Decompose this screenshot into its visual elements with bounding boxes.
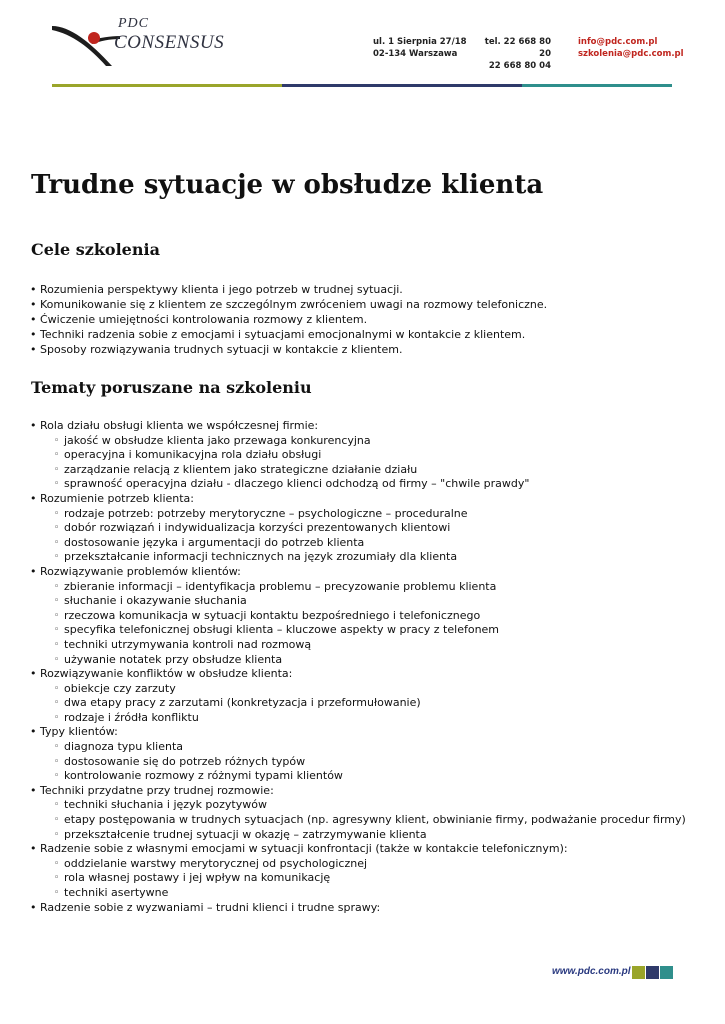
page-title: Trudne sytuacje w obsłudze klienta: [31, 170, 544, 200]
subtopic-item: ◦ rola własnej postawy i jej wpływ na komunikację: [54, 871, 686, 886]
email-training-link[interactable]: szkolenia@pdc.com.pl: [578, 49, 684, 59]
subtopic-item: ◦ rodzaje potrzeb: potrzeby merytoryczne – psychologiczne – proceduralne: [54, 507, 686, 522]
address-line-2: 02-134 Warszawa: [373, 49, 458, 59]
footer-color-square: [646, 966, 659, 979]
phone-line-1: tel. 22 668 80 20: [484, 37, 551, 59]
list-item: • Sposoby rozwiązywania trudnych sytuacji w kontakcie z klientem.: [30, 342, 547, 357]
topic-item: [30, 901, 686, 916]
subtopic-item: ◦ zbieranie informacji – identyfikacja problemu – precyzowanie problemu klienta: [54, 580, 686, 595]
list-item: • Techniki radzenia sobie z emocjami i sytuacjami emocjonalnymi w kontakcie z klientem.: [30, 327, 547, 342]
subtopic-item: ◦ dwa etapy pracy z zarzutami (konkretyzacja i przeformułowanie): [54, 696, 686, 711]
topic-label: Rozumienie potrzeb klienta:: [40, 491, 195, 505]
subtopic-item: ◦ rzeczowa komunikacja w sytuacji kontaktu bezpośredniego i telefonicznego: [54, 609, 686, 624]
topic-item: [30, 492, 686, 565]
phone-line-2: 22 668 80 04: [488, 61, 551, 71]
topics-heading: Tematy poruszane na szkoleniu: [31, 378, 312, 397]
email-block: [578, 36, 684, 60]
list-item: • Komunikowanie się z klientem ze szczególnym zwróceniem uwagi na rozmowy telefoniczne.: [30, 297, 547, 312]
topic-label: Techniki przydatne przy trudnej rozmowie:: [40, 783, 274, 797]
address-block: [373, 36, 467, 60]
subtopic-item: ◦ dobór rozwiązań i indywidualizacja korzyści prezentowanych klientowi: [54, 521, 686, 536]
logo-text-pdc: PDC: [118, 16, 149, 31]
topic-item: [30, 842, 686, 900]
goals-heading: Cele szkolenia: [31, 240, 160, 259]
goals-list: [30, 282, 547, 357]
subtopic-item: ◦ jakość w obsłudze klienta jako przewaga konkurencyjna: [54, 434, 686, 449]
subtopic-item: ◦ słuchanie i okazywanie słuchania: [54, 594, 686, 609]
topic-label: Rozwiązywanie konfliktów w obsłudze klienta:: [40, 667, 293, 681]
subtopic-item: ◦ specyfika telefonicznej obsługi klienta – kluczowe aspekty w pracy z telefonem: [54, 623, 686, 638]
subtopic-item: ◦ diagnoza typu klienta: [54, 740, 686, 755]
topic-label: Radzenie sobie z własnymi emocjami w sytuacji konfrontacji (także w kontakcie telefonicznym):: [40, 842, 568, 856]
address-line-1: ul. 1 Sierpnia 27/18: [373, 37, 467, 47]
email-info-link[interactable]: info@pdc.com.pl: [578, 37, 658, 47]
subtopic-item: ◦ dostosowanie się do potrzeb różnych typów: [54, 755, 686, 770]
footer-color-square: [660, 966, 673, 979]
subtopic-item: ◦ operacyjna i komunikacyjna rola działu obsługi: [54, 448, 686, 463]
subtopic-item: ◦ techniki słuchania i język pozytywów: [54, 798, 686, 813]
header-divider: [52, 84, 672, 87]
topic-item: [30, 725, 686, 783]
topics-list: [30, 419, 686, 915]
subtopic-item: ◦ używanie notatek przy obsłudze klienta: [54, 653, 686, 668]
topic-item: [30, 784, 686, 842]
subtopic-item: ◦ dostosowanie języka i argumentacji do potrzeb klienta: [54, 536, 686, 551]
subtopic-item: ◦ oddzielanie warstwy merytorycznej od psychologicznej: [54, 857, 686, 872]
subtopic-item: ◦ zarządzanie relacją z klientem jako strategiczne działanie działu: [54, 463, 686, 478]
subtopic-item: ◦ rodzaje i źródła konfliktu: [54, 711, 686, 726]
list-item: • Rozumienia perspektywy klienta i jego potrzeb w trudnej sytuacji.: [30, 282, 547, 297]
subtopic-item: ◦ sprawność operacyjna działu - dlaczego klienci odchodzą od firmy – "chwile prawdy": [54, 477, 686, 492]
subtopic-item: ◦ obiekcje czy zarzuty: [54, 682, 686, 697]
subtopic-item: ◦ etapy postępowania w trudnych sytuacjach (np. agresywny klient, obwinianie firmy, podważanie procedur firmy): [54, 813, 686, 828]
topic-label: Rozwiązywanie problemów klientów:: [40, 564, 241, 578]
logo-text-consensus: CONSENSUS: [114, 32, 225, 53]
footer-website-link[interactable]: www.pdc.com.pl: [552, 966, 631, 977]
footer-color-square: [632, 966, 645, 979]
topic-item: [30, 565, 686, 667]
logo-swoosh-icon: [50, 20, 120, 68]
topic-label: Typy klientów:: [40, 725, 118, 739]
subtopic-item: ◦ przekształcenie trudnej sytuacji w okazję – zatrzymywanie klienta: [54, 828, 686, 843]
topic-label: Radzenie sobie z wyzwaniami – trudni klienci i trudne sprawy:: [40, 900, 381, 914]
subtopic-item: ◦ techniki asertywne: [54, 886, 686, 901]
topic-item: [30, 419, 686, 492]
phone-block: [478, 36, 551, 72]
subtopic-item: ◦ kontrolowanie rozmowy z różnymi typami klientów: [54, 769, 686, 784]
topic-label: Rola działu obsługi klienta we współczesnej firmie:: [40, 419, 319, 432]
list-item: • Ćwiczenie umiejętności kontrolowania rozmowy z klientem.: [30, 312, 547, 327]
subtopic-item: ◦ techniki utrzymywania kontroli nad rozmową: [54, 638, 686, 653]
subtopic-item: ◦ przekształcanie informacji technicznych na język zrozumiały dla klienta: [54, 550, 686, 565]
topic-item: [30, 667, 686, 725]
